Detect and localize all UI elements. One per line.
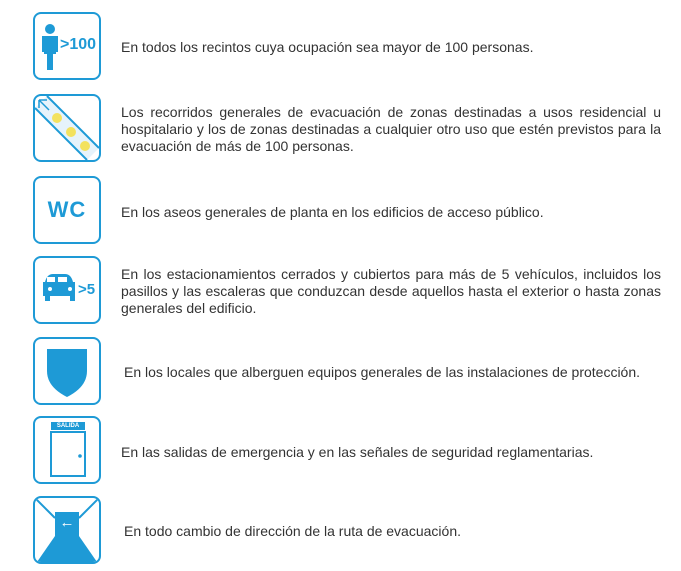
item-description: En los locales que alberguen equipos generales de las instalaciones de protección. xyxy=(124,364,641,380)
item-description: En todos los recintos cuya ocupación sea mayor de 100 personas. xyxy=(121,39,534,55)
shield-icon xyxy=(33,337,101,405)
direction-change-icon xyxy=(33,496,101,564)
badge-label: >100 xyxy=(60,36,97,53)
item-description: Los recorridos generales de evacuación de zonas destinadas a usos residencial u hospitalario y los de zonas destinadas a cualquier otro uso que estén previstos para la evacuación de más de 100 personas. xyxy=(121,104,661,154)
arrow-left-icon: ← xyxy=(59,514,75,531)
badge-label: >5 xyxy=(78,281,96,298)
car-parking-icon xyxy=(33,256,101,324)
person-occupancy-icon xyxy=(33,12,101,80)
item-description: En las salidas de emergencia y en las señales de seguridad reglamentarias. xyxy=(121,444,594,460)
wc-label: WC xyxy=(47,197,87,222)
item-description: En los aseos generales de planta en los edificios de acceso público. xyxy=(121,204,544,220)
evacuation-route-icon xyxy=(33,94,101,162)
item-description: En los estacionamientos cerrados y cubiertos para más de 5 vehículos, incluidos los pasillos y las escaleras que conduzcan desde aquellos hasta el exterior o hasta zonas generales del edificio. xyxy=(121,266,661,316)
exit-sign-label: SALIDA xyxy=(56,423,80,429)
item-description: En todo cambio de dirección de la ruta de evacuación. xyxy=(124,523,461,539)
wc-icon xyxy=(33,176,101,244)
exit-door-icon xyxy=(33,416,101,484)
